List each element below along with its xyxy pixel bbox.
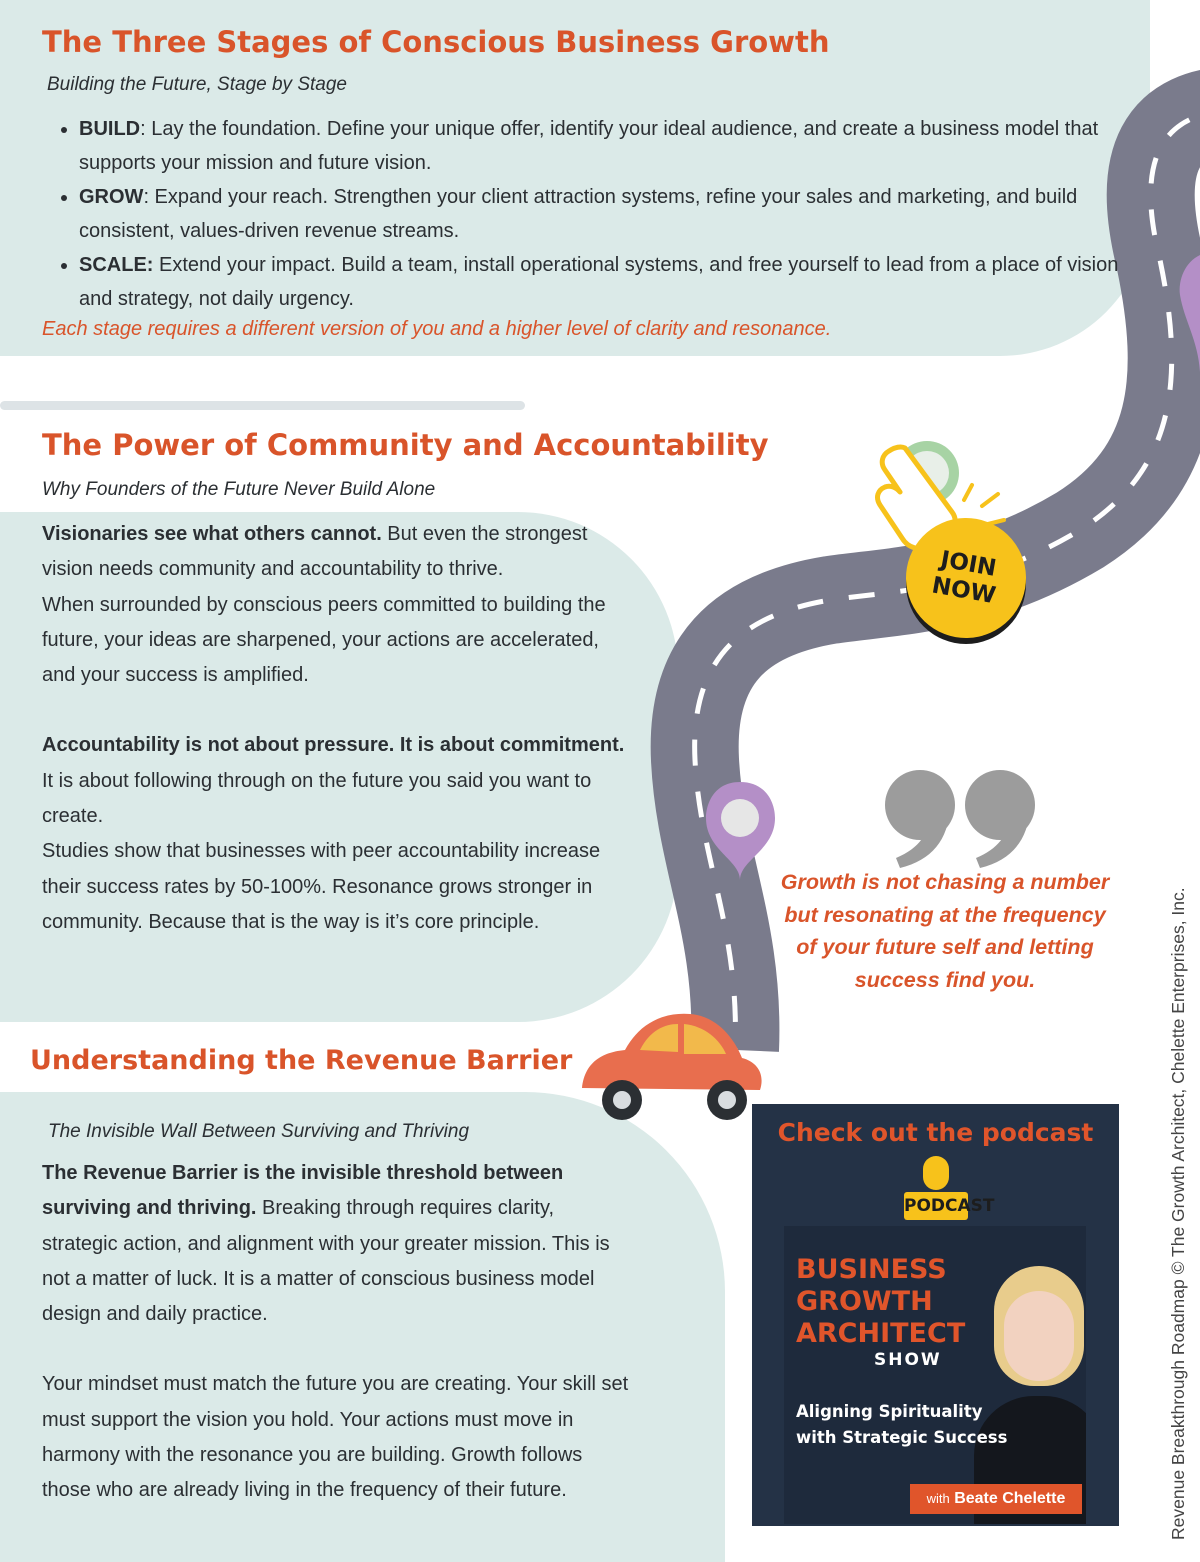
stages-title: The Three Stages of Conscious Business Growth xyxy=(42,25,830,59)
podcast-card[interactable] xyxy=(752,1104,1119,1526)
growth-quote: Growth is not chasing a number but resonating at the frequency of your future self and letting success find you. xyxy=(780,870,1110,992)
quote-marks-icon xyxy=(885,770,1035,868)
community-title: The Power of Community and Accountability xyxy=(42,428,769,462)
list-item: • GROW: Expand your reach. Strengthen your client attraction systems, refine your sales and marketing, and build consistent, values-driven revenue streams. xyxy=(79,180,1129,248)
stages-list xyxy=(55,112,1129,316)
stages-subtitle: Building the Future, Stage by Stage xyxy=(47,74,347,95)
list-item: • SCALE: Extend your impact. Build a team, install operational systems, and free yourself to lead from a place of vision and strategy, not daily urgency. xyxy=(79,248,1129,316)
revenue-body: The Revenue Barrier is the invisible threshold between surviving and thriving. Breaking through requires clarity, strategic action, and alignment with your greater mission. This is not a matter of luck. It is a matter of conscious business model design and daily practice. Your mindset must match the future you are creating. Your skill set must support the vision you hold. Your actions must move in harmony with the resonance you are building. Growth follows those who are already living in the frequency of their future. xyxy=(42,1162,629,1502)
podcast-cover: BUSINESS GROWTH ARCHITECT SHOW Aligning Spirituality with Strategic Success with Beate Chelette xyxy=(784,1226,1086,1524)
footer-vertical-text: Revenue Breakthrough Roadmap © The Growth Architect, Chelette Enterprises, Inc. xyxy=(1168,887,1188,1540)
now-label: NOW xyxy=(929,572,998,610)
podcast-heading: Check out the podcast xyxy=(777,1118,1094,1147)
join-label: JOIN xyxy=(938,546,999,582)
host-label: with Beate Chelette xyxy=(910,1484,1082,1514)
community-body: Visionaries see what others cannot. But even the strongest vision needs community and accountability to thrive. When surrounded by conscious peers committed to building the future, your ideas are sharpened, your actions are accelerated, and your success is amplified. Accountability is not about pressure. It is about commitment. It is about following through on the future you said you want to create. Studies show that businesses with peer accountability increase their success rates by 50-100%. Resonance grows stronger in community. Because that is the way is it’s core principle. xyxy=(42,523,625,933)
revenue-subtitle: The Invisible Wall Between Surviving and Thriving xyxy=(48,1121,470,1142)
stages-tagline: Each stage requires a different version of you and a higher level of clarity and resonance. xyxy=(42,318,832,340)
join-now-button[interactable] xyxy=(906,524,1026,644)
microphone-icon xyxy=(923,1156,949,1190)
community-subtitle: Why Founders of the Future Never Build Alone xyxy=(42,479,436,500)
revenue-title: Understanding the Revenue Barrier xyxy=(30,1045,573,1076)
podcast-badge: PODCAST xyxy=(904,1192,968,1220)
list-item: • BUILD: Lay the foundation. Define your unique offer, identify your ideal audience, and create a business model that supports your mission and future vision. xyxy=(79,112,1129,180)
